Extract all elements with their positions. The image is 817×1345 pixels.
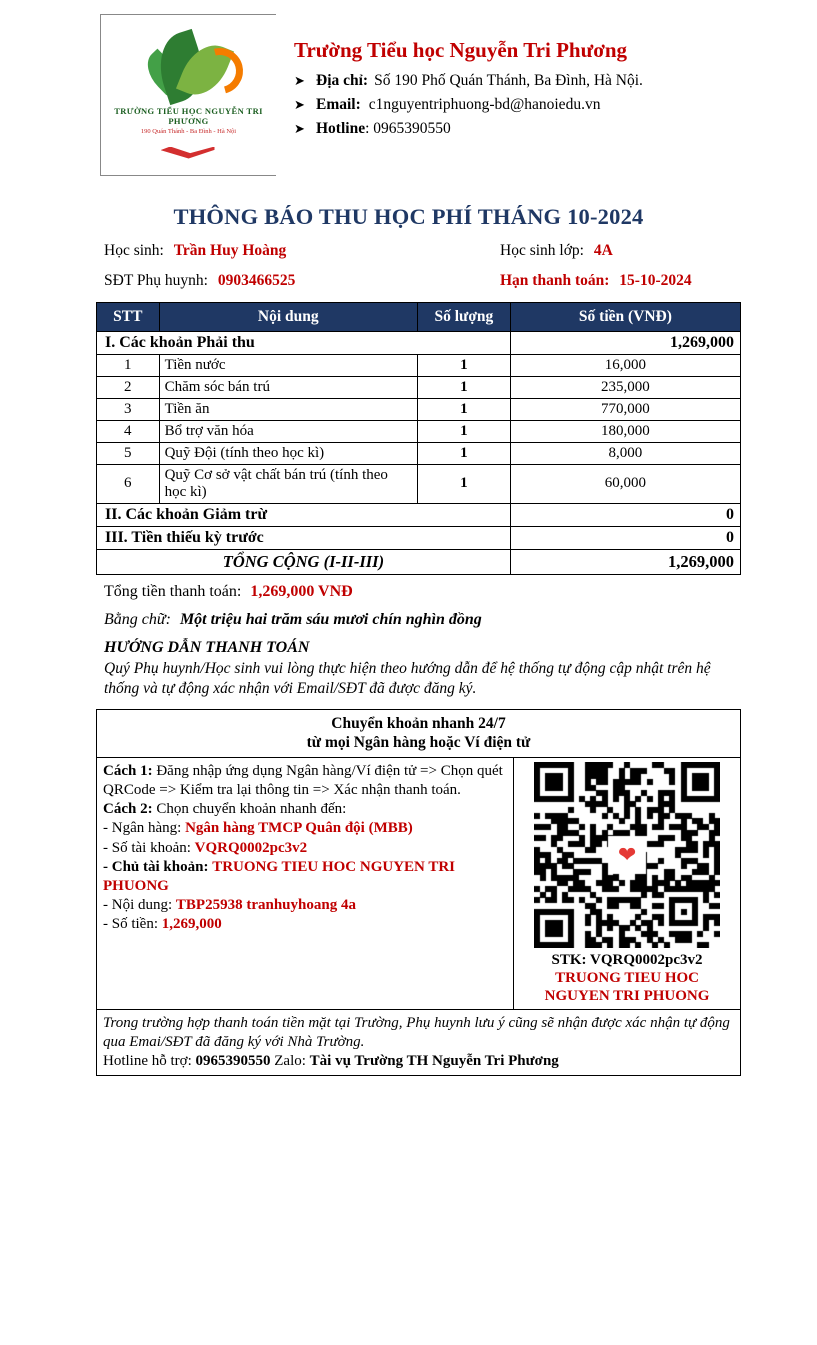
arrow-bullet-icon: ➤ — [294, 73, 305, 88]
school-name: Trường Tiểu học Nguyễn Tri Phương — [294, 38, 627, 62]
email-label: Email: — [316, 96, 361, 114]
table-row — [97, 549, 741, 574]
section3-amount: 0 — [510, 526, 740, 549]
amount-in-words-label: Bằng chữ: — [104, 610, 171, 628]
qr-stk-line — [520, 951, 734, 969]
payment-head-line1: Chuyển khoản nhanh 24/7 — [331, 715, 506, 733]
logo-checkmark-icon — [159, 141, 219, 163]
row-name: Tiền nước — [159, 354, 417, 376]
row-name: Chăm sóc bán trú — [159, 376, 417, 398]
document-header — [0, 0, 817, 176]
table-row — [97, 464, 741, 503]
student-class-field — [500, 242, 739, 260]
way2-line — [103, 800, 507, 819]
address-line — [294, 69, 643, 93]
content-label: - Nội dung: — [103, 897, 173, 914]
row-stt: 2 — [97, 376, 160, 398]
bank-label: - Ngân hàng: — [103, 820, 182, 837]
payment-table — [96, 709, 741, 1076]
owner-label: - Chủ tài khoản: — [103, 858, 209, 875]
payment-note-hotline — [103, 1052, 734, 1071]
qr-cell — [514, 757, 741, 1009]
row-amount: 770,000 — [510, 398, 740, 420]
section3-label: III. Tiền thiếu kỳ trước — [97, 526, 511, 549]
total-payment-value: 1,269,000 VNĐ — [250, 582, 353, 600]
col-header-stt: STT — [97, 303, 160, 332]
row-stt: 4 — [97, 420, 160, 442]
payment-guide-text: Quý Phụ huynh/Học sinh vui lòng thực hiện theo hướng dẫn để hệ thống tự động cập nhật trên hệ thống và tự động xác nhận với Email/SĐT đã được đăng ký. — [104, 659, 711, 697]
row-name: Quỹ Cơ sở vật chất bán trú (tính theo học kì) — [159, 464, 417, 503]
due-date-label: Hạn thanh toán: — [500, 272, 610, 289]
grand-total-amount: 1,269,000 — [510, 549, 740, 574]
note-hotline-label: Hotline hỗ trợ: — [103, 1053, 192, 1070]
way1-label: Cách 1: — [103, 762, 153, 779]
logo-school-name: TRƯỜNG TIỂU HỌC NGUYỄN TRI PHƯƠNG — [114, 105, 263, 126]
arrow-bullet-icon: ➤ — [294, 97, 305, 113]
logo-school-address: 190 Quán Thánh - Ba Đình - Hà Nội — [140, 127, 237, 135]
logo-artwork — [101, 15, 276, 175]
qr-stk-label: STK: — [551, 951, 587, 968]
account-value: VQRQ0002pc3v2 — [194, 839, 308, 856]
hotline-label: Hotline — [316, 120, 366, 138]
school-info-block — [276, 14, 643, 141]
qr-code[interactable] — [534, 762, 720, 948]
payment-note-text: Trong trường hợp thanh toán tiền mặt tại Trường, Phụ huynh lưu ý cũng sẽ nhận được xác nhận tự động qua Emai/SĐT đã đăng ký với Nhà Trường. — [103, 1014, 730, 1051]
row-qty: 1 — [417, 464, 510, 503]
parent-phone-label: SĐT Phụ huynh: — [104, 272, 208, 289]
col-header-amount: Số tiền (VNĐ) — [510, 303, 740, 332]
section2-amount: 0 — [510, 503, 740, 526]
content-value: TBP25938 tranhuyhoang 4a — [175, 897, 356, 914]
row-stt: 1 — [97, 354, 160, 376]
parent-phone-field — [104, 272, 500, 290]
student-name-label: Học sinh: — [104, 242, 164, 259]
row-name: Tiền ăn — [159, 398, 417, 420]
due-date-value: 15-10-2024 — [619, 272, 692, 289]
note-hotline-value: 0965390550 — [195, 1053, 271, 1070]
table-row — [97, 331, 741, 354]
hotline-line — [294, 117, 643, 141]
table-row — [97, 398, 741, 420]
payment-guide-title: HƯỚNG DẪN THANH TOÁN — [104, 638, 310, 656]
student-row-2 — [104, 272, 739, 290]
qr-stk-value: VQRQ0002pc3v2 — [590, 951, 703, 968]
row-amount: 8,000 — [510, 442, 740, 464]
section1-amount: 1,269,000 — [510, 331, 740, 354]
fee-table-header-row — [97, 303, 741, 332]
table-row — [97, 420, 741, 442]
bank-value: Ngân hàng TMCP Quân đội (MBB) — [185, 820, 413, 837]
grand-total-label: TỔNG CỘNG (I-II-III) — [97, 549, 511, 574]
qr-owner-line2: NGUYEN TRI PHUONG — [544, 987, 710, 1004]
summary-block — [0, 583, 817, 699]
payment-head-line2: từ mọi Ngân hàng hoặc Ví điện tử — [306, 734, 531, 752]
row-amount: 235,000 — [510, 376, 740, 398]
address-value: Số 190 Phố Quán Thánh, Ba Đình, Hà Nội. — [374, 72, 643, 89]
total-payment-label: Tổng tiền thanh toán: — [104, 582, 242, 600]
row-name: Quỹ Đội (tính theo học kì) — [159, 442, 417, 464]
content-line — [103, 896, 507, 915]
amount-label: - Số tiền: — [103, 916, 158, 933]
arrow-bullet-icon: ➤ — [294, 121, 305, 137]
row-amount: 180,000 — [510, 420, 740, 442]
row-amount: 16,000 — [510, 354, 740, 376]
student-row-1 — [104, 242, 739, 260]
school-logo — [100, 14, 276, 176]
hotline-value: : 0965390550 — [365, 120, 451, 138]
table-row — [97, 376, 741, 398]
leaves-icon — [129, 28, 249, 104]
row-name: Bổ trợ văn hóa — [159, 420, 417, 442]
student-class-value: 4A — [593, 242, 613, 259]
way1-line — [103, 762, 507, 800]
note-zalo-value: Tài vụ Trường TH Nguyễn Tri Phương — [309, 1053, 559, 1070]
note-zalo-label: Zalo: — [274, 1053, 306, 1070]
section2-label: II. Các khoản Giảm trừ — [97, 503, 511, 526]
payment-note-cell — [97, 1009, 741, 1076]
account-line — [103, 839, 507, 858]
student-class-label: Học sinh lớp: — [500, 242, 584, 259]
account-label: - Số tài khoản: — [103, 839, 191, 856]
row-qty: 1 — [417, 420, 510, 442]
col-header-content: Nội dung — [159, 303, 417, 332]
fee-table-wrapper — [0, 302, 817, 575]
parent-phone-value: 0903466525 — [217, 272, 296, 289]
heart-icon: ❤ — [610, 838, 644, 872]
payment-head-cell — [97, 710, 741, 758]
amount-in-words-line — [104, 611, 739, 629]
student-info — [0, 242, 817, 290]
row-amount: 60,000 — [510, 464, 740, 503]
table-row — [97, 442, 741, 464]
row-stt: 5 — [97, 442, 160, 464]
student-name-field — [104, 242, 500, 260]
row-qty: 1 — [417, 376, 510, 398]
payment-box-wrapper — [0, 699, 817, 1076]
payment-instructions — [97, 757, 514, 1009]
owner-line — [103, 858, 507, 896]
amount-line — [103, 915, 507, 934]
table-row — [97, 526, 741, 549]
total-payment-line — [104, 583, 739, 601]
row-stt: 6 — [97, 464, 160, 503]
amount-value: 1,269,000 — [161, 916, 222, 933]
owner-value: TRUONG TIEU HOC NGUYEN TRI PHUONG — [103, 858, 456, 894]
way2-label: Cách 2: — [103, 801, 153, 818]
amount-in-words-value: Một triệu hai trăm sáu mươi chín nghìn đồng — [179, 610, 482, 628]
col-header-quantity: Số lượng — [417, 303, 510, 332]
address-label: Địa chỉ: — [316, 72, 369, 89]
qr-caption — [520, 951, 734, 1005]
page-title: THÔNG BÁO THU HỌC PHÍ THÁNG 10-2024 — [173, 204, 644, 229]
payment-head-row — [97, 710, 741, 758]
row-qty: 1 — [417, 354, 510, 376]
payment-note-row — [97, 1009, 741, 1076]
way1-text: Đăng nhập ứng dụng Ngân hàng/Ví điện tử => Chọn quét QRCode => Kiểm tra lại thông tin => Xác nhận thanh toán. — [103, 762, 503, 799]
due-date-field — [500, 272, 739, 290]
email-line — [294, 93, 643, 117]
section1-label: I. Các khoản Phải thu — [97, 331, 511, 354]
payment-body-row — [97, 757, 741, 1009]
table-row — [97, 354, 741, 376]
row-stt: 3 — [97, 398, 160, 420]
student-name-value: Trần Huy Hoàng — [173, 242, 287, 259]
qr-owner-line1: TRUONG TIEU HOC — [555, 969, 699, 986]
row-qty: 1 — [417, 442, 510, 464]
row-qty: 1 — [417, 398, 510, 420]
bank-line — [103, 819, 507, 838]
way2-text: Chọn chuyển khoản nhanh đến: — [152, 801, 347, 818]
fee-table — [96, 302, 741, 575]
table-row — [97, 503, 741, 526]
email-value[interactable]: c1nguyentriphuong-bd@hanoiedu.vn — [368, 96, 601, 114]
